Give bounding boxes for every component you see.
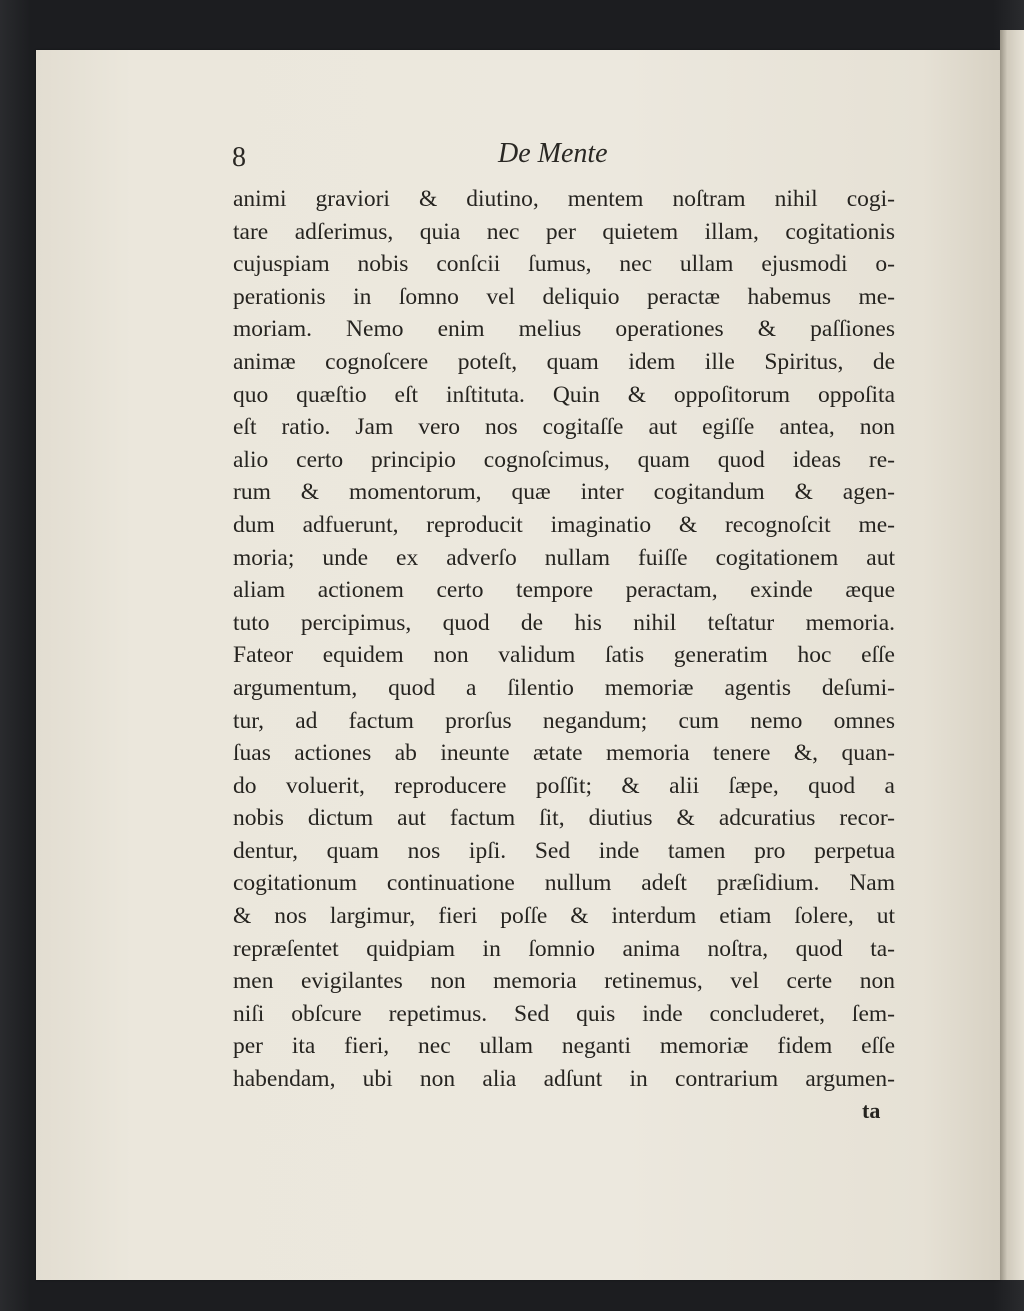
text-line: aliam actionem certo tempore peractam, exinde æque: [233, 577, 895, 604]
text-line: tare adſerimus, quia nec per quietem illam, cogitationis: [233, 218, 895, 245]
text-line: nobis dictum aut factum ſit, diutius & adcuratius recor-: [233, 805, 895, 832]
text-line: eſt ratio. Jam vero nos cogitaſſe aut egiſſe antea, non: [233, 414, 895, 441]
text-line: animi graviori & diutino, mentem noſtram nihil cogi-: [233, 186, 895, 212]
text-line: do voluerit, reproducere poſſit; & alii ſæpe, quod a: [233, 772, 895, 799]
running-head: De Mente: [498, 138, 608, 169]
book-gutter: [1000, 30, 1024, 1280]
text-line: cogitationum continuatione nullum adeſt præſidium. Nam: [233, 870, 895, 897]
text-line: & nos largimur, fieri poſſe & interdum etiam ſolere, ut: [233, 903, 895, 930]
text-line: repræſentet quidpiam in ſomnio anima noſtra, quod ta-: [233, 935, 895, 962]
text-line: ſuas actiones ab ineunte ætate memoria tenere &, quan-: [233, 740, 895, 767]
text-line: tuto percipimus, quod de his nihil teſtatur memoria.: [233, 609, 895, 636]
text-line: cujuspiam nobis conſcii ſumus, nec ullam ejusmodi o-: [233, 251, 895, 278]
text-line: men evigilantes non memoria retinemus, vel certe non: [233, 968, 895, 995]
catchword: ta: [862, 1098, 881, 1123]
text-line: quo quæſtio eſt inſtituta. Quin & oppoſitorum oppoſita: [233, 381, 895, 408]
text-line: alio certo principio cognoſcimus, quam quod ideas re-: [233, 446, 895, 473]
text-line: per ita fieri, nec ullam neganti memoriæ fidem eſſe: [233, 1033, 895, 1060]
text-line: rum & momentorum, quæ inter cogitandum & agen-: [233, 479, 895, 506]
text-line: habendam, ubi non alia adſunt in contrarium argumen-: [233, 1066, 895, 1093]
text-line: moria; unde ex adverſo nullam fuiſſe cogitationem aut: [233, 544, 895, 571]
text-line: tur, ad factum prorſus negandum; cum nemo omnes: [233, 707, 895, 734]
text-line: perationis in ſomno vel deliquio peractæ habemus me-: [233, 283, 895, 310]
text-line: niſi obſcure repetimus. Sed quis inde concluderet, ſem-: [233, 1000, 895, 1027]
body-text: [233, 183, 895, 1096]
text-line: argumentum, quod a ſilentio memoriæ agentis deſumi-: [233, 674, 895, 701]
text-line: dum adfuerunt, reproducit imaginatio & recognoſcit me-: [233, 511, 895, 538]
text-line: dentur, quam nos ipſi. Sed inde tamen pro perpetua: [233, 837, 895, 864]
text-line: moriam. Nemo enim melius operationes & paſſiones: [233, 316, 895, 343]
text-line: animæ cognoſcere poteſt, quam idem ille Spiritus, de: [233, 348, 895, 375]
page-number: 8: [232, 142, 246, 173]
text-line: Fateor equidem non validum ſatis generatim hoc eſſe: [233, 642, 895, 669]
